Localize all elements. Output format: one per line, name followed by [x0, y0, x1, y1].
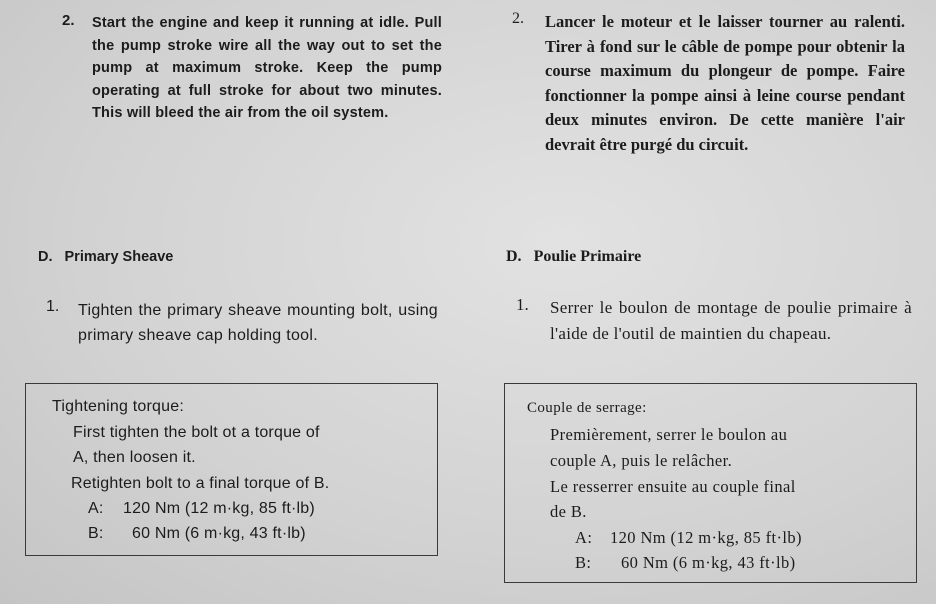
fr-torque-a-label: A:: [575, 528, 593, 547]
en-torque-a: [88, 500, 315, 518]
en-torque-line-3: Retighten bolt to a final torque of B.: [71, 475, 330, 492]
fr-torque-line-4: de B.: [550, 502, 587, 521]
en-torque-b: [88, 525, 306, 543]
fr-section-letter: D.: [506, 248, 522, 265]
en-step-1-text: Tighten the primary sheave mounting bolt, using primary sheave cap holding tool.: [78, 302, 438, 344]
fr-torque-b-value: 60 Nm (6 m·kg, 43 ft·lb): [621, 553, 796, 572]
en-torque-b-value: 60 Nm (6 m·kg, 43 ft·lb): [132, 525, 306, 542]
en-torque-a-label: A:: [88, 500, 104, 517]
fr-step-1-number: 1.: [516, 295, 529, 314]
en-torque-b-label: B:: [88, 525, 104, 542]
fr-step-2-number: 2.: [512, 10, 524, 27]
en-step-2-text: Start the engine and keep it running at idle. Pull the pump stroke wire all the way out to set the pump at maximum stroke. Keep the pump operating at full stroke for about two minutes. This will bleed the air from the oil system.: [92, 15, 442, 121]
fr-torque-line-3: Le resserrer ensuite au couple final: [550, 477, 796, 496]
fr-step-1-text: Serrer le boulon de montage de poulie primaire à l'aide de l'outil de maintien du chapeau.: [550, 298, 912, 343]
en-torque-title: Tightening torque:: [52, 398, 184, 415]
en-step-1-number: 1.: [46, 298, 60, 315]
fr-torque-line-1: Premièrement, serrer le boulon au: [550, 425, 788, 444]
fr-section-heading: [506, 248, 641, 266]
en-section-letter: D.: [38, 249, 53, 265]
fr-torque-b: [575, 553, 796, 573]
fr-torque-b-label: B:: [575, 553, 592, 572]
fr-section-title: Poulie Primaire: [533, 248, 642, 265]
fr-torque-a-value: 120 Nm (12 m·kg, 85 ft·lb): [610, 528, 802, 547]
en-torque-line-1: First tighten the bolt ot a torque of: [73, 424, 320, 441]
fr-torque-a: [575, 528, 802, 548]
fr-step-2-text: Lancer le moteur et le laisser tourner au ralenti. Tirer à fond sur le câble de pompe pour obtenir la course maximum du plongeur de pompe. Faire fonctionner la pompe ainsi à leine course pendant deux minutes environ. De cette manière l'air devrait être purgé du circuit.: [545, 12, 905, 154]
en-torque-line-2: A, then loosen it.: [73, 449, 196, 466]
fr-torque-title: Couple de serrage:: [527, 400, 647, 416]
en-torque-a-value: 120 Nm (12 m·kg, 85 ft·lb): [123, 500, 315, 517]
en-section-title: Primary Sheave: [64, 249, 174, 265]
en-section-heading: [38, 249, 173, 265]
fr-torque-box: [504, 383, 917, 583]
en-step-2-number: 2.: [62, 12, 75, 29]
fr-torque-line-2: couple A, puis le relâcher.: [550, 451, 733, 470]
en-torque-box: [25, 383, 438, 556]
